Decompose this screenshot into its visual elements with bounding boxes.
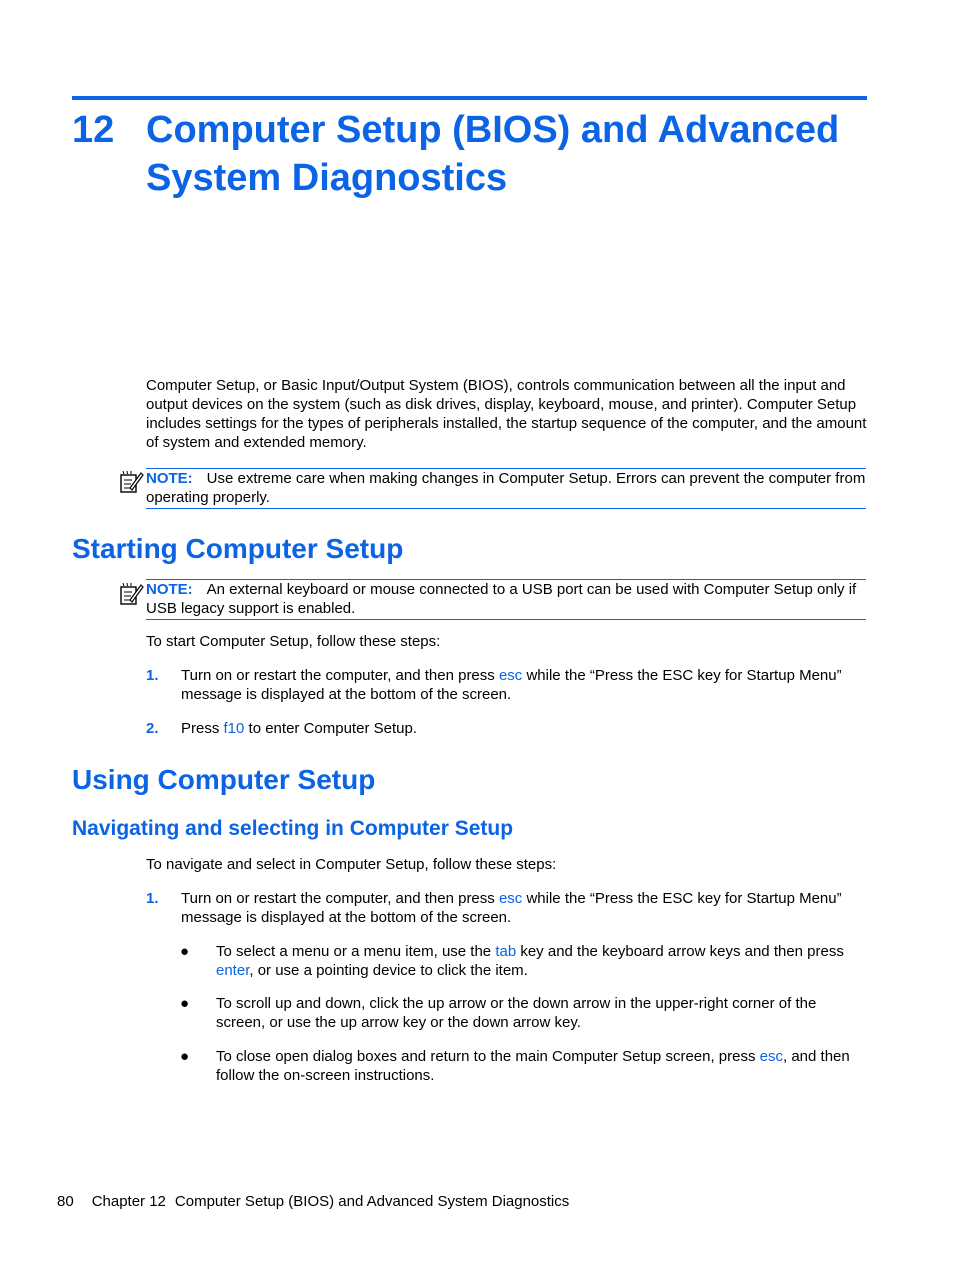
bullet-symbol: ●	[180, 995, 190, 1012]
bullet-text: To close open dialog boxes and return to the main Computer Setup screen, press esc, and then follow the on-screen instructions.	[216, 1048, 850, 1084]
key-esc: esc	[498, 667, 523, 684]
note-box	[146, 579, 866, 620]
footer-chapter: Chapter 12	[91, 1193, 166, 1210]
bullet-text: To scroll up and down, click the up arrow or the down arrow in the upper-right corner of the screen, or use the up arrow key or the down arrow key.	[216, 995, 817, 1031]
note-pencil-icon	[118, 582, 144, 606]
note-box	[146, 468, 866, 509]
section-heading-using: Using Computer Setup	[72, 764, 376, 795]
page-footer	[57, 1192, 569, 1211]
subsection-heading-navigating: Navigating and selecting in Computer Setup	[72, 817, 514, 840]
step-number: 1.	[146, 667, 159, 684]
key-esc: esc	[498, 890, 523, 907]
note-label: NOTE:	[146, 470, 193, 487]
starting-lead: To start Computer Setup, follow these steps:	[146, 633, 441, 650]
section-heading-starting: Starting Computer Setup	[72, 533, 404, 564]
note-text: An external keyboard or mouse connected to a USB port can be used with Computer Setup only if USB legacy support is enabled.	[146, 581, 857, 617]
step-number: 1.	[146, 890, 159, 907]
intro-paragraph: Computer Setup, or Basic Input/Output System (BIOS), controls communication between all the input and output devices on the system (such as disk drives, display, keyboard, mouse, and printer). Computer Setup includes settings for the types of peripherals installed, the startup sequence of the computer, and the amount of system and extended memory.	[146, 377, 867, 451]
note-label: NOTE:	[146, 581, 193, 598]
key-esc: esc	[759, 1048, 783, 1065]
bullet-text: To select a menu or a menu item, use the tab key and the keyboard arrow keys and then press enter, or use a pointing device to click the item.	[216, 943, 844, 979]
bullet-symbol: ●	[180, 943, 190, 960]
page-number: 80	[57, 1193, 74, 1210]
bullet-symbol: ●	[180, 1048, 190, 1065]
chapter-number: 12	[72, 109, 115, 151]
step-text: Turn on or restart the computer, and then press esc while the “Press the ESC key for Startup Menu” message is displayed at the bottom of the screen.	[181, 890, 842, 926]
key-f10: f10	[223, 720, 245, 737]
note-text: Use extreme care when making changes in Computer Setup. Errors can prevent the computer from operating properly.	[146, 470, 866, 506]
chapter-rule	[72, 96, 867, 100]
step-number: 2.	[146, 720, 159, 737]
using-lead: To navigate and select in Computer Setup, follow these steps:	[146, 856, 557, 873]
key-enter: enter	[216, 962, 250, 979]
step-text: Turn on or restart the computer, and then press esc while the “Press the ESC key for Startup Menu” message is displayed at the bottom of the screen.	[181, 667, 842, 703]
chapter-title: Computer Setup (BIOS) and Advanced System Diagnostics	[146, 109, 840, 199]
step-text: Press f10 to enter Computer Setup.	[181, 720, 417, 737]
note-pencil-icon	[118, 470, 144, 494]
footer-title: Computer Setup (BIOS) and Advanced System Diagnostics	[174, 1193, 570, 1210]
key-tab: tab	[495, 943, 517, 960]
